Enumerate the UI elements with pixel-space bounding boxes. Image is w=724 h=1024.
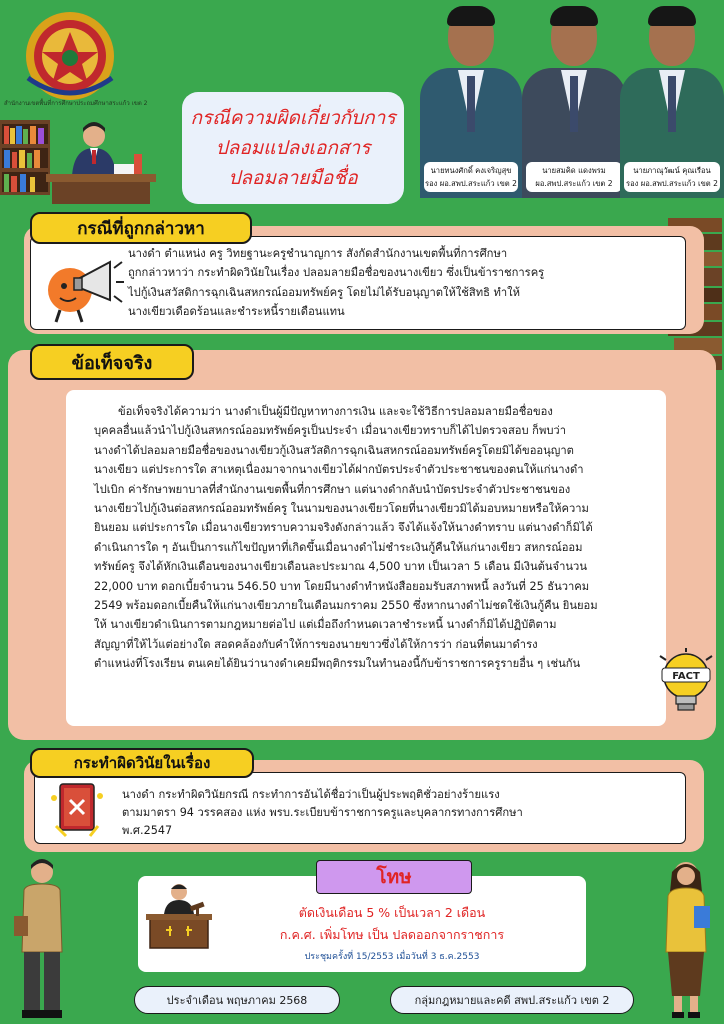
- penalty-line-2: ก.ค.ศ. เพิ่มโทษ เป็น ปลดออกจากราชการ: [279, 927, 505, 942]
- hair: [447, 6, 495, 26]
- office-emblem-logo: [20, 8, 120, 106]
- official-caption-1: [424, 162, 518, 192]
- offense-text: [122, 786, 662, 840]
- official-photo-2: [522, 2, 626, 198]
- facts-text: [94, 402, 666, 674]
- case-line: นางเขียวเดือดร้อนและชำระหนี้รายเดือนแทน: [128, 305, 345, 319]
- bookshelf-illustration: [0, 120, 50, 195]
- officer-at-desk-illustration: [46, 118, 156, 204]
- tie: [668, 76, 676, 132]
- facts-line: ยินยอม แต่ประการใด เมื่อนางเขียวทราบความจริงดังกล่าวแล้ว จึงได้แจ้งให้นางดำทราบ แต่นางดำก็มิได้: [94, 521, 593, 535]
- official-caption-3: [624, 162, 720, 192]
- official-photo-3: [620, 2, 724, 198]
- footer-month: ประจำเดือน พฤษภาคม 2568: [134, 986, 340, 1014]
- tie: [467, 76, 475, 132]
- fact-lightbulb-icon: [656, 648, 716, 724]
- male-official-illustration: [12, 856, 72, 1022]
- official-name: นายทนงศักดิ์ คงเจริญสุข: [430, 166, 512, 175]
- title-line-2: ปลอมแปลงเอกสาร: [215, 137, 371, 159]
- offense-heading: กระทำผิดวินัยในเรื่อง: [30, 748, 254, 778]
- penalty-heading: โทษ: [316, 860, 472, 894]
- facts-line: ทรัพย์ครู จึงได้หักเงินเดือนของนางเขียวเดือนละประมาณ 4,500 บาท เป็นเวลา 5 เดือน มีเงินต้นจำนวน: [94, 560, 587, 574]
- case-line: ถูกกล่าวหาว่า กระทำผิดวินัยในเรื่อง ปลอมลายมือชื่อของนางเขียว ซึ่งเป็นข้าราชการครู: [128, 266, 545, 280]
- offense-line: นางดำ กระทำผิดวินัยกรณี กระทำการอันได้ชื่อว่าเป็นผู้ประพฤติชั่วอย่างร้ายแรง: [122, 788, 500, 801]
- facts-line: นางดำได้ปลอมลายมือชื่อของนางเขียวกู้เงินสวัสดิการฉุกเฉินสหกรณ์ออมทรัพย์ครูโดยมิได้ขออนุญาต: [94, 443, 574, 457]
- facts-line: สัญญาที่ให้ไว้แต่อย่างใด สอดคล้องกับคำให้การของนายขาวซึ่งได้ให้การว่า ก่อนที่ตนมาดำรง: [94, 637, 538, 651]
- facts-line: ให้ นางเขียวดำเนินการตามกฎหมายต่อไป แต่เมื่อถึงกำหนดเวลาชำระหนี้ นางดำก็มิได้ปฏิบัติตาม: [94, 618, 557, 632]
- official-caption-2: [526, 162, 622, 192]
- megaphone-character-icon: [40, 244, 124, 324]
- case-line: นางดำ ตำแหน่ง ครู วิทยฐานะครูชำนาญการ สังกัดสำนักงานเขตพื้นที่การศึกษา: [128, 247, 508, 260]
- poster-title: [182, 92, 404, 204]
- law-book-icon: [46, 778, 108, 840]
- footer-department: กลุ่มกฎหมายและคดี สพป.สระแก้ว เขต 2: [390, 986, 634, 1014]
- official-name: นายภาณุวัฒน์ คุณเรือน: [633, 166, 711, 175]
- female-teacher-illustration: [654, 856, 718, 1022]
- offense-line: พ.ศ.2547: [122, 824, 173, 837]
- penalty-line-1: ตัดเงินเดือน 5 % เป็นเวลา 2 เดือน: [298, 905, 486, 920]
- facts-line: 22,000 บาท ดอกเบี้ยจำนวน 546.50 บาท โดยมีนางดำทำหนังสือยอมรับสภาพหนี้ ลงวันที่ 25 ธันวาคม: [94, 579, 590, 593]
- tie: [570, 76, 578, 132]
- official-position: รอง ผอ.สพป.สระแก้ว เขต 2: [425, 179, 517, 188]
- facts-heading: ข้อเท็จจริง: [30, 344, 194, 380]
- official-name: นายสมคิด แดงพรม: [542, 166, 606, 175]
- facts-line: ตำแหน่งที่โรงเรียน ตนเคยได้ยินว่านางดำเคยมีพฤติกรรมในทำนองนี้กับข้าราชการครูรายอื่น ๆ เช่นกัน: [94, 657, 581, 671]
- official-photo-1: [420, 2, 522, 198]
- title-line-3: ปลอมลายมือชื่อ: [228, 167, 358, 189]
- penalty-meeting-ref: ประชุมครั้งที่ 15/2553 เมื่อวันที่ 3 ธ.ค.2553: [304, 952, 480, 962]
- case-heading: กรณีที่ถูกกล่าวหา: [30, 212, 252, 244]
- offense-line: ตามมาตรา 94 วรรคสอง แห่ง พรบ.ระเบียบข้าราชการครูและบุคลากรทางการศึกษา: [122, 806, 523, 819]
- hair: [648, 6, 696, 26]
- official-position: รอง ผอ.สพป.สระแก้ว เขต 2: [626, 179, 718, 188]
- facts-line: นางเขียวไปกู้เงินต่อสหกรณ์ออมทรัพย์ครู ในนามของนางเขียวโดยที่นางเขียวมิได้มอบหมายหรือให้ความ: [94, 502, 589, 516]
- hair: [550, 6, 598, 26]
- facts-line: บุคคลอื่นแล้วนำไปกู้เงินสหกรณ์ออมทรัพย์ครูเป็นประจำ เมื่อนางเขียวทราบก็ได้ไปตรวจสอบ ก็พบว่า: [94, 424, 566, 438]
- case-text: [128, 244, 680, 322]
- facts-line: 2549 พร้อมดอกเบี้ยคืนให้แก่นางเขียวภายในเดือนมกราคม 2550 ซึ่งหากนางดำไม่ชดใช้เงินกู้คืน ยินยอม: [94, 599, 598, 613]
- facts-line: ข้อเท็จจริงได้ความว่า นางดำเป็นผู้มีปัญหาทางการเงิน และจะใช้วิธีการปลอมลายมือชื่อของ: [118, 405, 553, 418]
- title-line-1: กรณีความผิดเกี่ยวกับการ: [190, 107, 396, 129]
- emblem-caption: สำนักงานเขตพื้นที่การศึกษาประถมศึกษาสระแก้ว เขต 2: [4, 100, 148, 107]
- facts-line: นางเขียว แต่ประการใด สาเหตุเนื่องมาจากนางเขียวได้ฝากบัตรประจำตัวประชาชนของตนให้แก่นางดำ: [94, 463, 584, 477]
- facts-line: ไปเบิก ค่ารักษาพยาบาลที่สำนักงานเขตพื้นที่การศึกษา แต่นางดำกลับนำบัตรประจำตัวประชาชนของ: [94, 482, 571, 496]
- judge-with-gavel-illustration: [140, 880, 218, 950]
- facts-line: ดำเนินการใด ๆ อันเป็นการแก้ไขปัญหาที่เกิดขึ้นเมื่อนางดำไม่ชำระเงินกู้คืนให้แก่นางเขียว สหกรณ์ออม: [94, 540, 583, 554]
- official-position: ผอ.สพป.สระแก้ว เขต 2: [535, 179, 613, 188]
- fact-badge: FACT: [672, 671, 700, 682]
- case-line: ไปกู้เงินสวัสดิการฉุกเฉินสหกรณ์ออมทรัพย์ครู โดยไม่ได้รับอนุญาตให้ใช้สิทธิ ทำให้: [128, 285, 520, 299]
